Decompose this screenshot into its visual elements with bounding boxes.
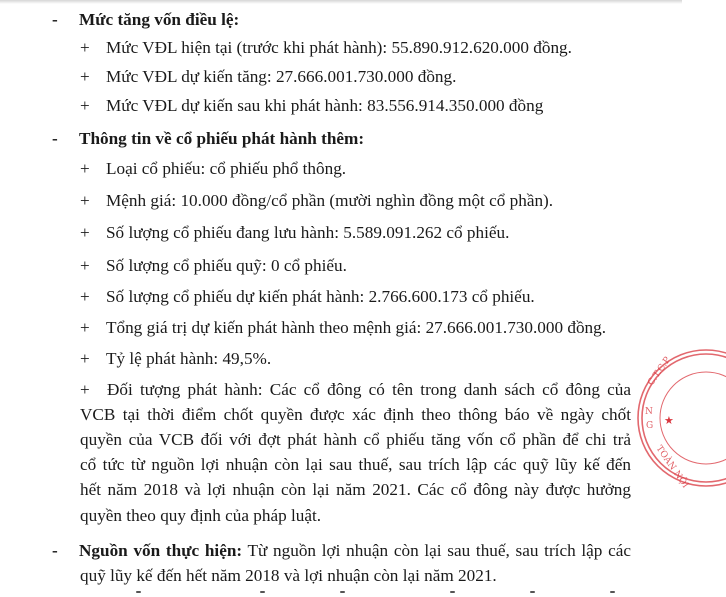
list-item: Mức VĐL dự kiến tăng: 27.666.001.730.000 đồng. [106, 67, 457, 86]
list-bullet: + [80, 159, 90, 178]
list-bullet: + [80, 349, 90, 368]
list-bullet: + [80, 256, 90, 275]
list-item: Tổng giá trị dự kiến phát hành theo mệnh giá: 27.666.001.730.000 đồng. [106, 318, 607, 337]
list-bullet: + [80, 191, 90, 210]
list-item: Mệnh giá: 10.000 đồng/cổ phần (mười nghìn đồng một cổ phần). [106, 191, 554, 210]
section-dash: - [52, 10, 58, 29]
list-bullet: + [80, 318, 90, 337]
svg-text:C.T.C.P: C.T.C.P [646, 355, 674, 388]
cut-off-text-line [80, 591, 640, 597]
section-heading: Mức tăng vốn điều lệ: [79, 10, 240, 29]
list-bullet: + [80, 96, 90, 115]
paragraph-line: hết năm 2018 và lợi nhuận còn lại năm 2021. Các cổ đông này được hưởng [80, 480, 631, 499]
paragraph-line: VCB tại thời điểm chốt quyền được xác định theo thông báo về ngày chốt [80, 405, 631, 424]
funding-source-line [79, 541, 631, 561]
list-item: Loại cổ phiếu: cổ phiếu phổ thông. [106, 159, 347, 178]
list-bullet: + [80, 67, 90, 86]
paragraph-line: cổ tức từ nguồn lợi nhuận còn lại sau thuế, sau trích lập các quỹ lũy kế đến [80, 455, 631, 474]
company-stamp-icon [636, 346, 726, 496]
list-item: Số lượng cổ phiếu quỹ: 0 cổ phiếu. [106, 256, 347, 275]
section-dash: - [52, 541, 58, 560]
list-item: Tỷ lệ phát hành: 49,5%. [106, 349, 272, 368]
paragraph-line: quyền theo quy định của pháp luật. [80, 506, 322, 525]
list-bullet: + [80, 380, 90, 399]
section-heading: Nguồn vốn thực hiện: [79, 541, 243, 560]
paragraph-line: Đối tượng phát hành: Các cổ đông có tên trong danh sách cổ đông của [107, 380, 631, 399]
list-bullet: + [80, 38, 90, 57]
section-text: quỹ lũy kế đến hết năm 2018 và lợi nhuận còn lại năm 2021. [80, 566, 497, 585]
svg-text:TOÀN NỘI: TOÀN NỘI [653, 443, 691, 491]
svg-text:G: G [646, 421, 654, 431]
page-top-shadow [0, 0, 682, 4]
section-text: Từ nguồn lợi nhuận còn lại sau thuế, sau trích lập các [242, 541, 631, 560]
svg-text:N: N [645, 407, 653, 417]
paragraph-line: quyền của VCB đối với đợt phát hành cổ phiếu tăng vốn cổ phần để chi trả [80, 430, 631, 449]
svg-text:★: ★ [664, 414, 674, 427]
section-dash: - [52, 129, 58, 148]
list-item: Mức VĐL dự kiến sau khi phát hành: 83.556.914.350.000 đồng [106, 96, 544, 115]
list-bullet: + [80, 287, 90, 306]
list-item: Số lượng cổ phiếu đang lưu hành: 5.589.091.262 cổ phiếu. [106, 223, 510, 242]
list-bullet: + [80, 223, 90, 242]
section-heading: Thông tin về cổ phiếu phát hành thêm: [79, 129, 365, 148]
list-item: Mức VĐL hiện tại (trước khi phát hành): 55.890.912.620.000 đồng. [106, 38, 572, 57]
list-item: Số lượng cổ phiếu dự kiến phát hành: 2.766.600.173 cổ phiếu. [106, 287, 535, 306]
